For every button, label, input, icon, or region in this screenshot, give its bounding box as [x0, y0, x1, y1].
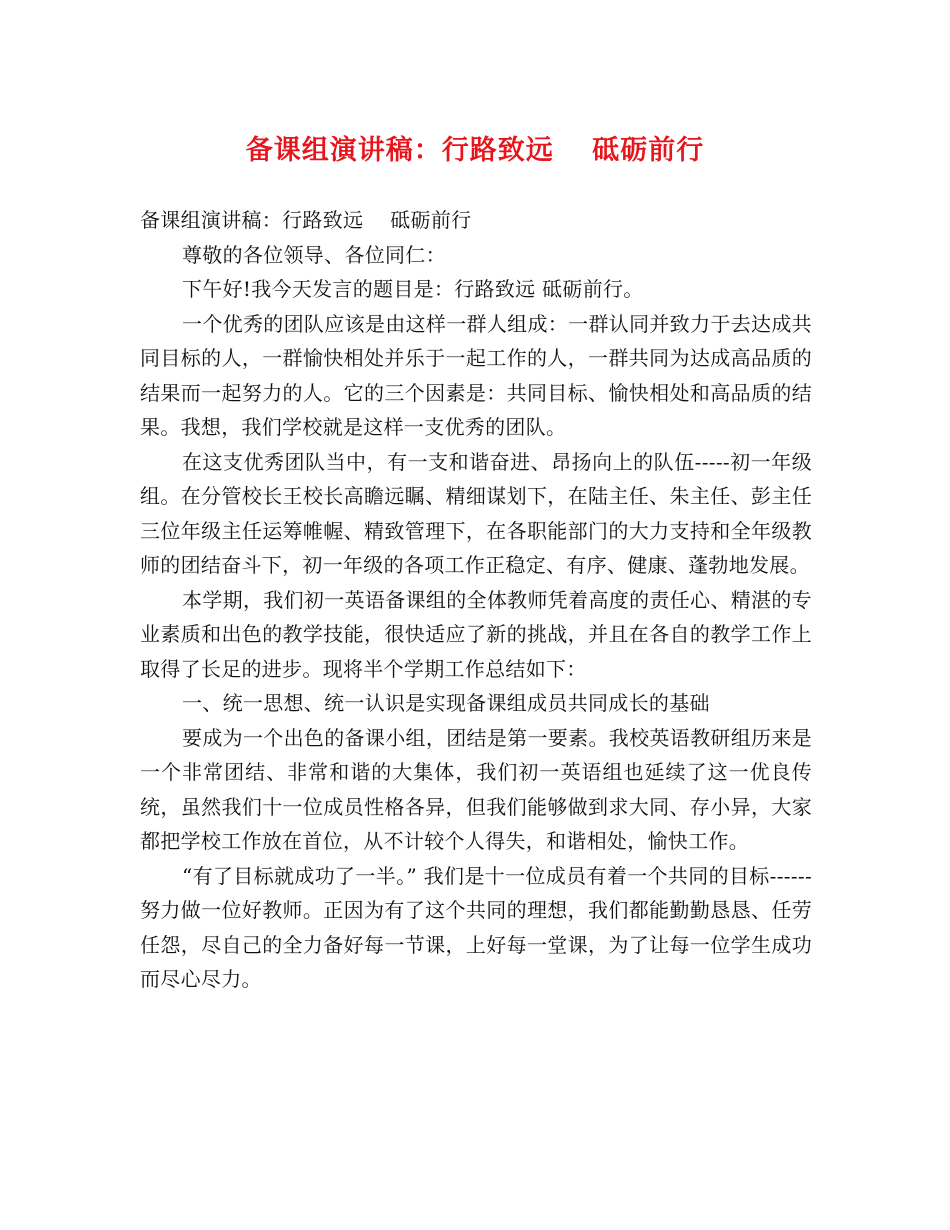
paragraph-unity: 要成为一个出色的备课小组，团结是第一要素。我校英语教研组历来是一个非常团结、非常和谐的大集体，我们初一英语组也延续了这一优良传统，虽然我们十一位成员性格各异，但我们能够做到求大同、存小异，大家都把学校工作放在首位，从不计较个人得失，和谐相处，愉快工作。	[140, 725, 812, 853]
paragraph-team-definition: 一个优秀的团队应该是由这样一群人组成：一群认同并致力于去达成共同目标的人，一群愉快相处并乐于一起工作的人，一群共同为达成高品质的结果而一起努力的人。它的三个因素是：共同目标、愉快相处和高品质的结果。我想，我们学校就是这样一支优秀的团队。	[140, 311, 812, 439]
paragraph-grade-group: 在这支优秀团队当中，有一支和谐奋进、昂扬向上的队伍-----初一年级组。在分管校长王校长高瞻远瞩、精细谋划下，在陆主任、朱主任、彭主任三位年级主任运筹帷幄、精致管理下，在各职能部门的大力支持和全年级教师的团结奋斗下，初一年级的各项工作正稳定、有序、健康、蓬勃地发展。	[140, 449, 812, 577]
document-body	[140, 203, 812, 997]
paragraph-semester-summary: 本学期，我们初一英语备课组的全体教师凭着高度的责任心、精湛的专业素质和出色的教学技能，很快适应了新的挑战，并且在各自的教学工作上取得了长足的进步。现将半个学期工作总结如下：	[140, 587, 812, 681]
document-title: 备课组演讲稿：行路致远 砥砺前行	[245, 135, 705, 166]
salutation: 尊敬的各位领导、各位同仁：	[182, 242, 446, 267]
paragraph-common-goal: “有了目标就成功了一半。” 我们是十一位成员有着一个共同的目标------努力做一位好教师。正因为有了这个共同的理想，我们都能勤勤恳恳、任劳任怨，尽自己的全力备好每一节课，上好每一堂课，为了让每一位学生成功而尽心尽力。	[140, 863, 812, 991]
section-heading-1: 一、统一思想、统一认识是实现备课组成员共同成长的基础	[182, 691, 710, 715]
subtitle-line: 备课组演讲稿：行路致远 砥砺前行	[140, 208, 472, 232]
greeting-paragraph: 下午好!我今天发言的题目是：行路致远 砥砺前行。	[182, 277, 644, 301]
